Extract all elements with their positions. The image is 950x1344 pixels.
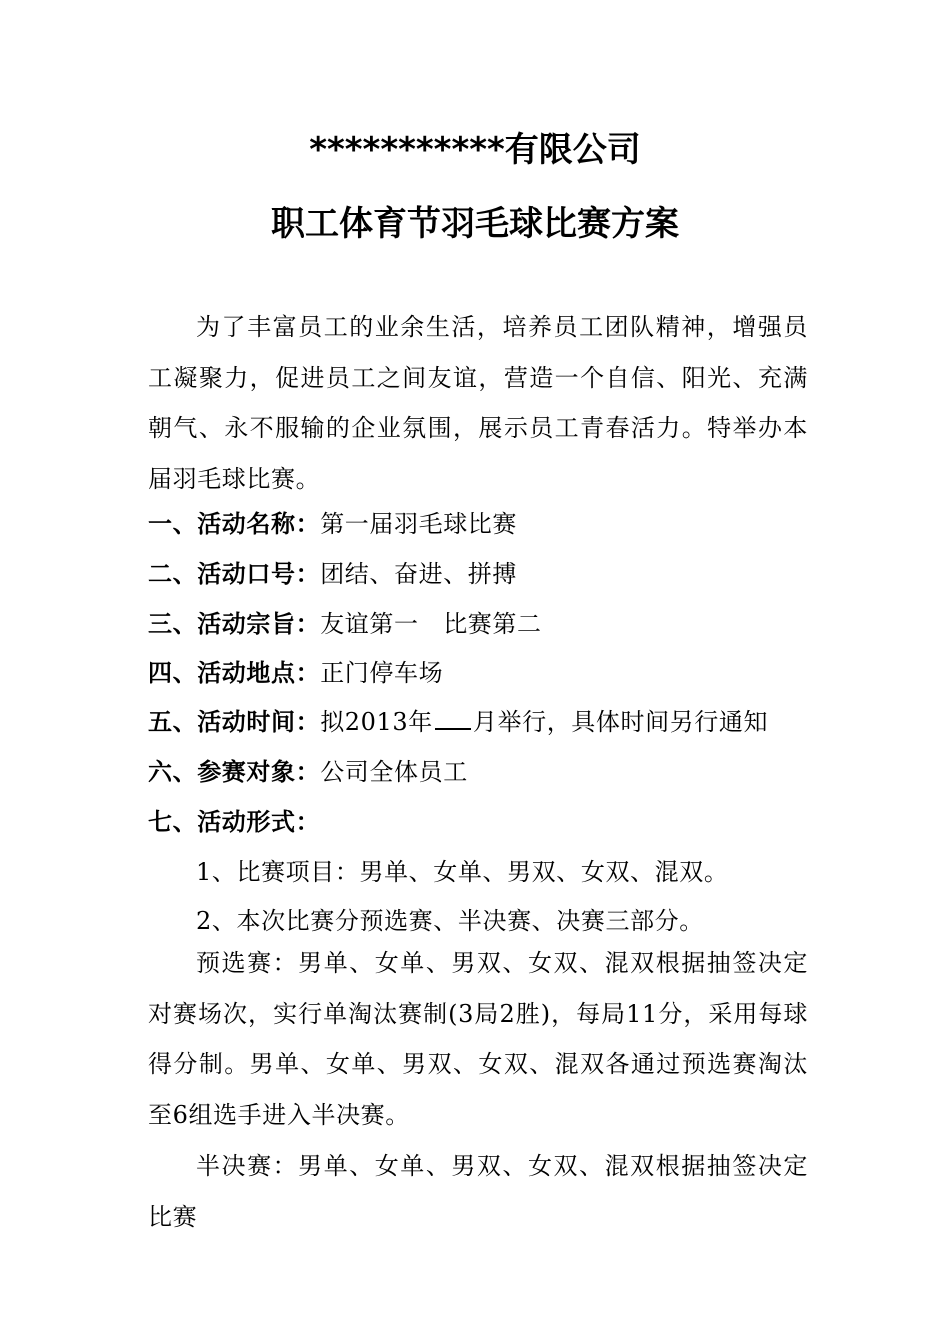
month-blank bbox=[435, 706, 471, 730]
section-value: 团结、奋进、拼搏 bbox=[320, 560, 518, 588]
section-value-before: 拟2013年 bbox=[320, 708, 433, 736]
intro-text: 为了丰富员工的业余生活，培养员工团队精神，增强员工凝聚力，促进员工之间友谊，营造一个自信、阳光、充满朝气、永不服输的企业氛围，展示员工青春活力。特举办本届羽毛球比赛。 bbox=[148, 313, 808, 493]
intro-paragraph bbox=[148, 302, 808, 504]
section-slogan bbox=[148, 558, 517, 590]
semi-text: 半决赛：男单、女单、男双、女双、混双根据抽签决定比赛 bbox=[148, 1152, 808, 1231]
section-value: 第一届羽毛球比赛 bbox=[320, 510, 518, 538]
section-label: 四、活动地点： bbox=[148, 659, 321, 687]
company-title: ***********有限公司 bbox=[309, 130, 641, 170]
format-item: 2、本次比赛分预选赛、半决赛、决赛三部分。 bbox=[196, 907, 704, 935]
format-item: 1、比赛项目：男单、女单、男双、女双、混双。 bbox=[196, 858, 729, 886]
section-value: 友谊第一 比赛第二 bbox=[320, 610, 542, 638]
section-format bbox=[148, 806, 320, 838]
section-participants bbox=[148, 756, 468, 788]
section-purpose bbox=[148, 608, 542, 640]
section-label: 一、活动名称： bbox=[148, 510, 321, 538]
section-label: 六、参赛对象： bbox=[148, 758, 321, 786]
section-value-after: 月举行，具体时间另行通知 bbox=[472, 708, 769, 736]
plan-title: 职工体育节羽毛球比赛方案 bbox=[271, 204, 679, 244]
section-label: 三、活动宗旨： bbox=[148, 610, 321, 638]
semi-paragraph bbox=[148, 1141, 808, 1242]
section-time bbox=[148, 706, 768, 738]
prelim-paragraph bbox=[148, 938, 808, 1140]
section-label: 七、活动形式： bbox=[148, 808, 321, 836]
section-value: 公司全体员工 bbox=[320, 758, 468, 786]
section-label: 五、活动时间： bbox=[148, 708, 321, 736]
section-location bbox=[148, 657, 443, 689]
section-label: 二、活动口号： bbox=[148, 560, 321, 588]
section-value: 正门停车场 bbox=[320, 659, 444, 687]
prelim-text: 预选赛：男单、女单、男双、女双、混双根据抽签决定对赛场次，实行单淘汰赛制(3局2胜)，每局11分，采用每球得分制。男单、女单、男双、女双、混双各通过预选赛淘汰至6组选手进入半决赛。 bbox=[148, 949, 808, 1129]
section-activity-name bbox=[148, 508, 517, 540]
